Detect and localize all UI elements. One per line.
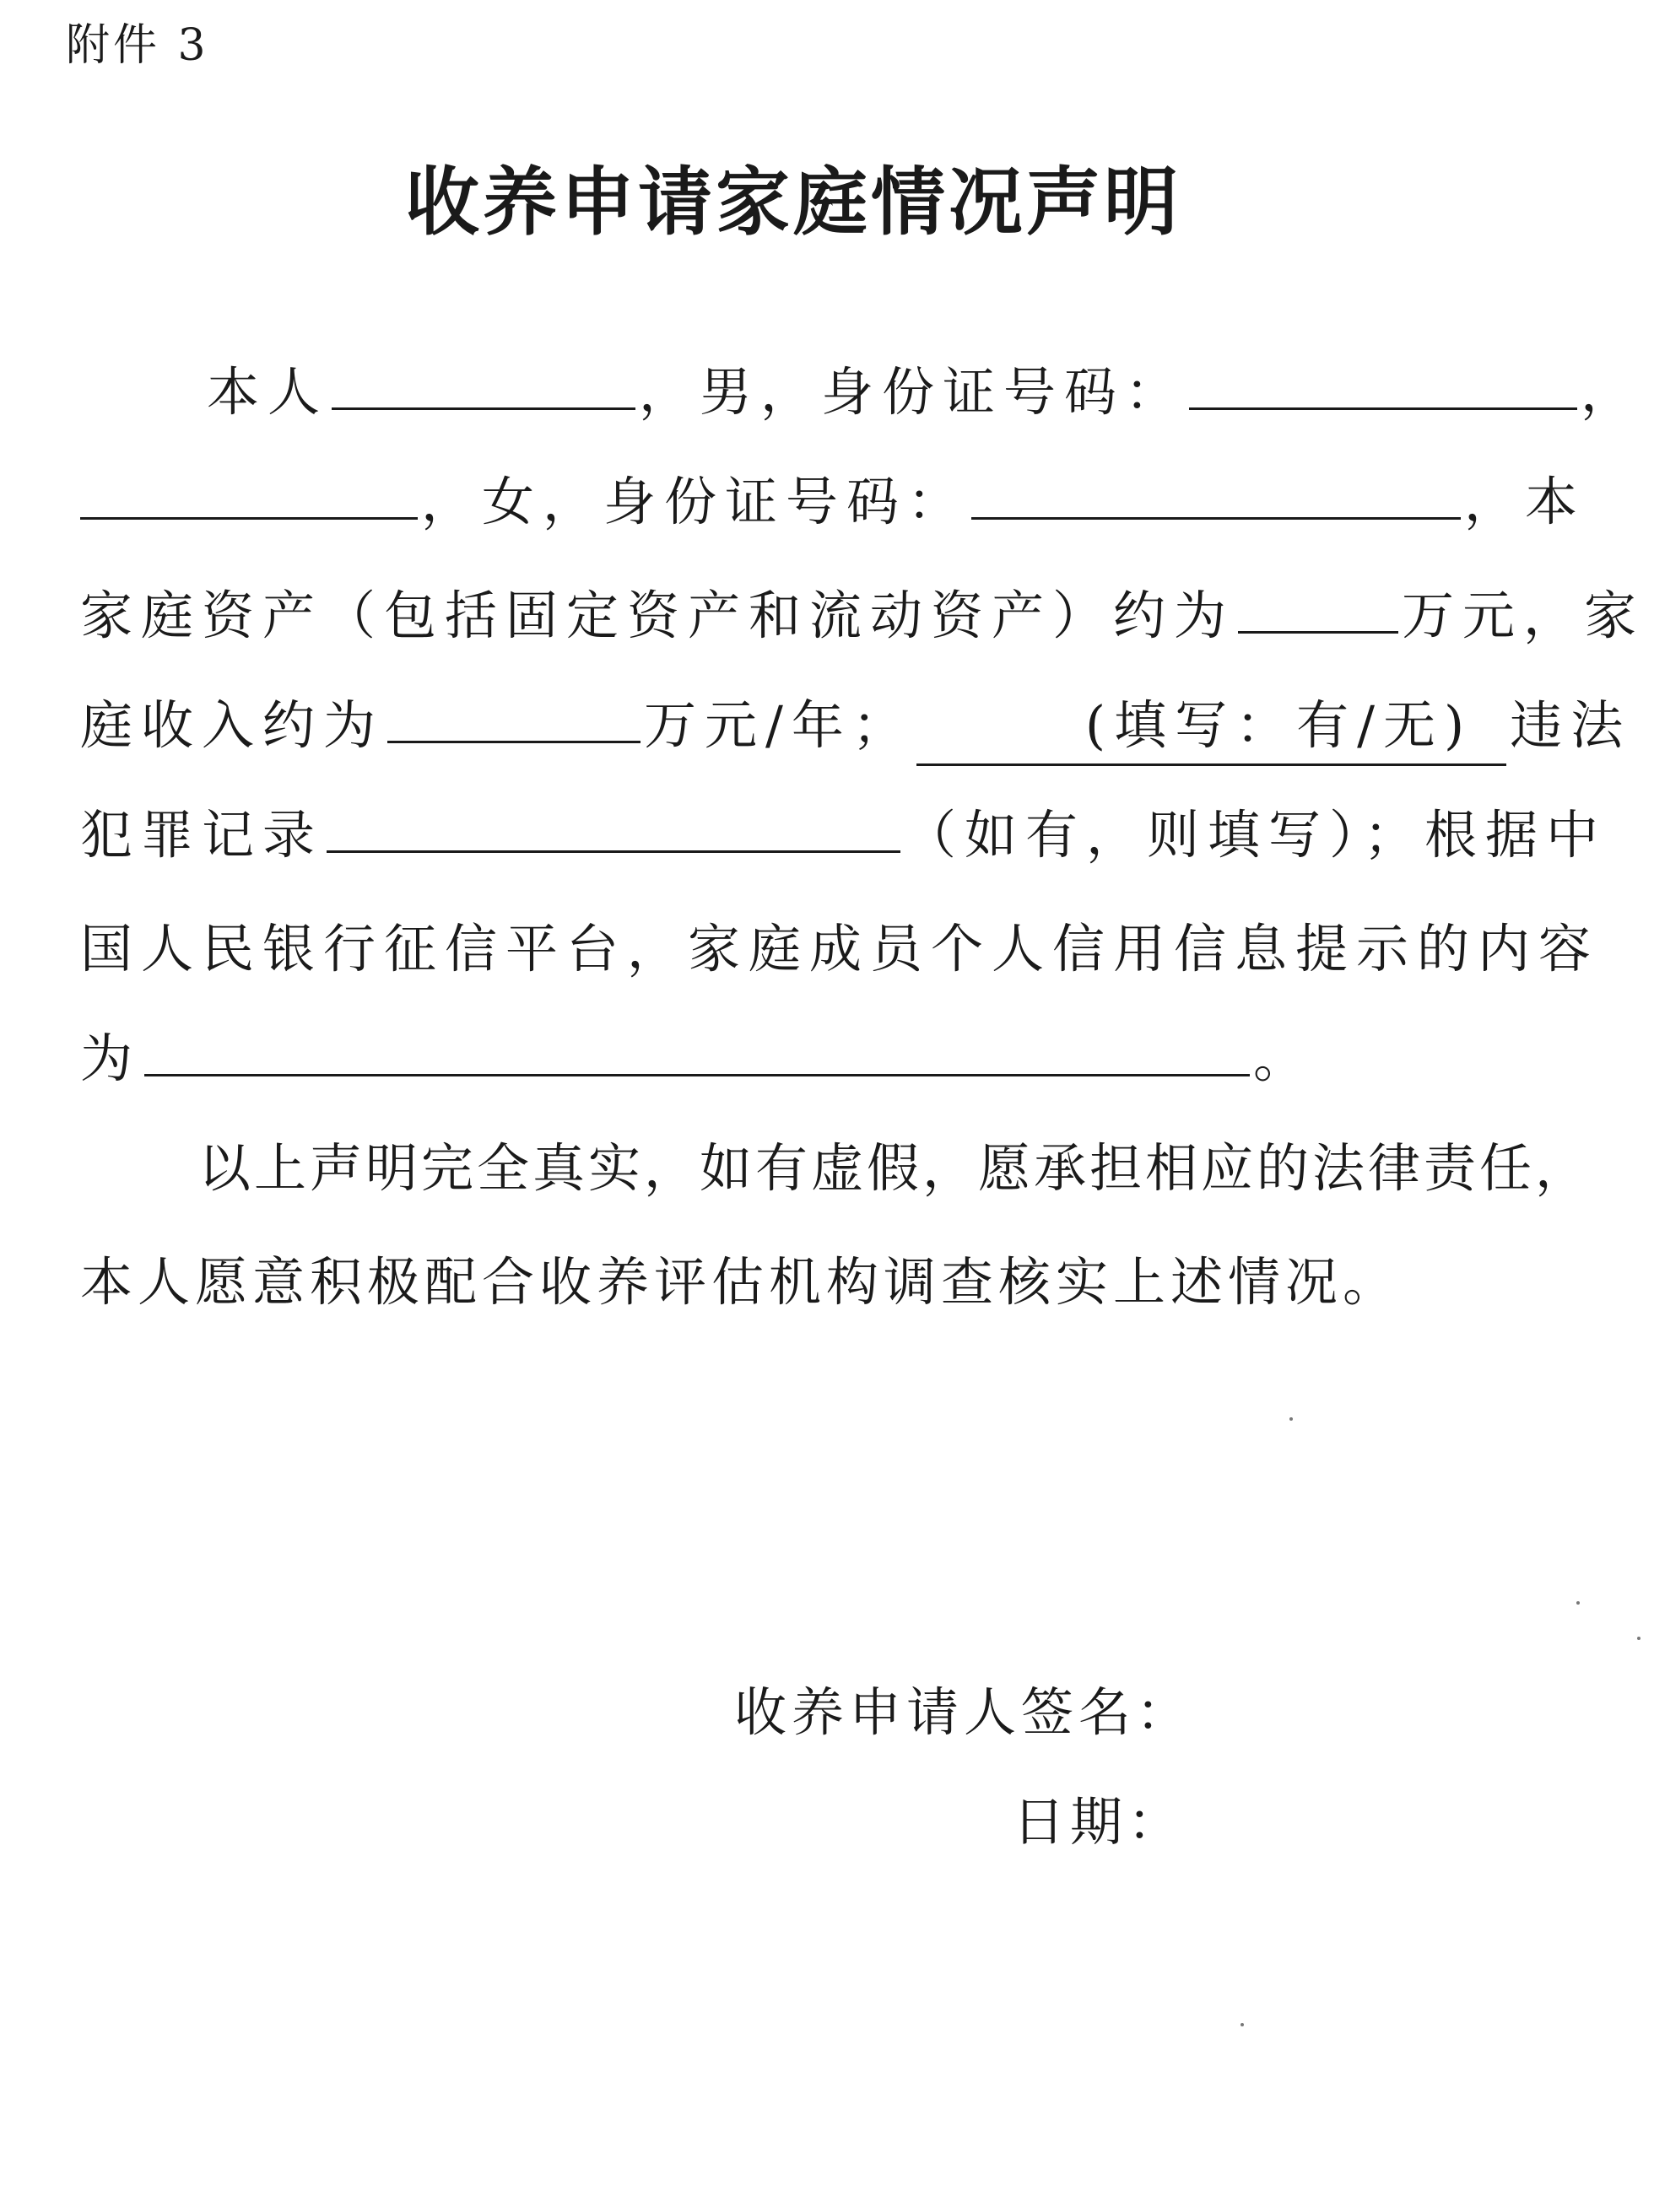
text-criminal: 犯罪记录 [80,804,324,866]
text-if-any: （如有，则填写）；根据中 [904,804,1608,866]
text-female-id: ，女，身份证号码： [421,471,969,532]
text-wan-year: 万元/年； [644,694,913,756]
assets-blank[interactable] [1238,580,1398,634]
criminal-detail-blank[interactable] [327,800,900,853]
body-line-1 [207,354,1641,430]
name-blank-male[interactable] [332,357,635,410]
body-line-4 [80,688,1631,766]
body-line-6: 国人民银行征信平台，家庭成员个人信用信息提示的内容 [80,918,1600,979]
date-label: 日期： [1013,1791,1186,1853]
body-line-2 [80,464,1586,540]
text-period: 。 [1253,1028,1315,1089]
name-blank-female[interactable] [80,467,418,520]
attachment-label: 附件 3 [66,20,209,71]
income-blank[interactable] [387,690,641,743]
text-wan-family: 万元，家 [1402,585,1646,646]
declaration-line-1: 以上声明完全真实，如有虚假，愿承担相应的法律责任， [198,1137,1592,1199]
id-blank-female[interactable] [971,467,1461,520]
body-line-3 [80,578,1645,654]
declaration-line-2: 本人愿意积极配合收养评估机构调查核实上述情况。 [80,1251,1401,1313]
body-line-7 [80,1021,1314,1097]
text-male-id: ，男，身份证号码： [639,361,1186,423]
id-blank-male[interactable] [1189,357,1577,410]
credit-info-blank[interactable] [144,1023,1250,1076]
scan-speck [1637,1637,1640,1640]
criminal-record-hint: (填写：有/无) [1084,694,1473,756]
text-self: 本人 [207,361,329,423]
scan-speck [1289,1417,1293,1421]
text-this: ，本 [1464,471,1586,532]
text-comma: ， [1581,361,1642,423]
text-assets: 家庭资产（包括固定资产和流动资产）约为 [80,585,1235,646]
criminal-record-blank[interactable] [916,688,1506,766]
document-title: 收养申请家庭情况声明 [404,159,1181,245]
text-income: 庭收入约为 [80,694,385,756]
applicant-signature-label: 收养申请人签名： [734,1681,1194,1743]
text-illegal: 违法 [1510,694,1632,756]
scan-speck [1576,1601,1580,1605]
text-as: 为 [80,1028,142,1089]
body-line-5 [80,797,1607,873]
scan-speck [1240,2023,1244,2026]
